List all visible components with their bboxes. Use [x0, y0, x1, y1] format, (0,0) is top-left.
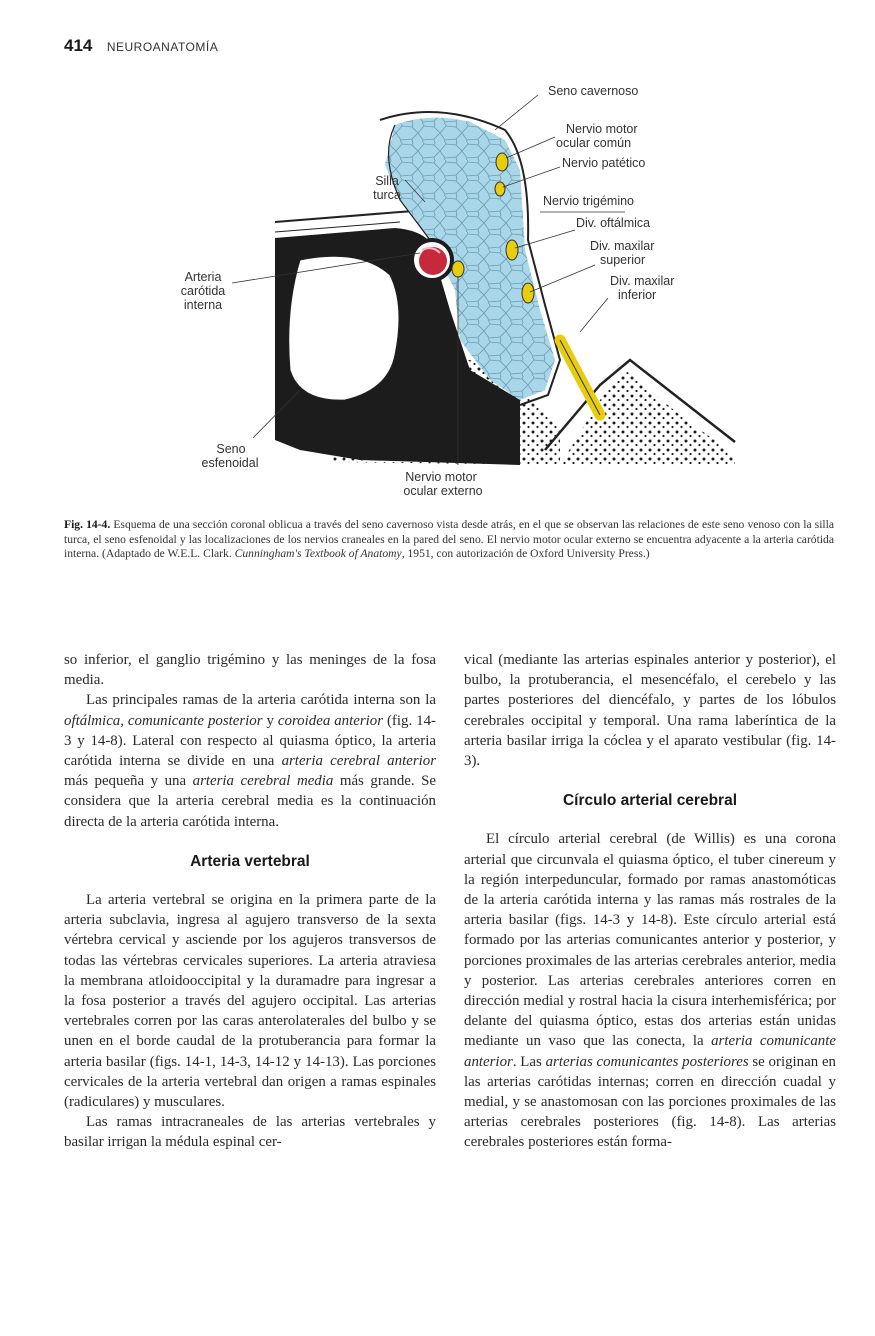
label-motor-ocular-comun-2: ocular común — [556, 136, 632, 150]
label-carotida-2: carótida — [180, 284, 226, 298]
label-seno-cavernoso: Seno cavernoso — [548, 84, 639, 98]
label-seno-esf-2: esfenoidal — [201, 456, 259, 470]
figure-cavernous-sinus — [0, 70, 875, 520]
maxillary-division — [522, 283, 534, 303]
label-motor-ocular-comun-1: Nervio motor — [566, 122, 638, 136]
label-div-maxilar-sup-2: superior — [600, 253, 646, 267]
running-head: NEUROANATOMÍA — [106, 40, 219, 54]
caption-label: Fig. 14-4. — [64, 518, 111, 531]
paragraph: Las ramas intracraneales de las arterias vertebrales y basilar irrigan la médula espinal cer- — [64, 1114, 436, 1151]
label-carotida-3: interna — [183, 298, 223, 312]
label-trigemino: Nervio trigémino — [543, 194, 635, 208]
label-silla-1: Silla — [375, 174, 399, 188]
paragraph: Las principales ramas de la arteria carótida interna son la oftálmica, comunicante posterior y coroidea anterior (fig. 14-3 y 14-8). Lateral con respecto al quiasma óptico, la arteria carótida interna se divide en una arteria cerebral anterior más pequeña y una arteria cerebral media más grande. Se considera que la arteria cerebral media es la continuación directa de la arteria carótida interna. — [64, 692, 437, 830]
label-carotida-1: Arteria — [184, 270, 222, 284]
label-seno-esf-1: Seno — [216, 442, 246, 456]
caption-text-2: , 1951, con autorización de Oxford University Press.) — [401, 547, 650, 560]
left-column — [64, 650, 436, 1153]
trochlear-nerve — [495, 182, 505, 196]
section-heading-circulo-arterial: Círculo arterial cerebral — [562, 792, 738, 810]
paragraph: vical (mediante las arterias espinales anterior y posterior), el bulbo, la protuberancia, el mesencéfalo, el cerebelo y las partes posteriores del diencéfalo, y partes de los lóbulos cerebrales occipital y temporal. Una rama laberíntica de la arteria basilar irriga la cóclea y el aparato vestibular (fig. 14-3). — [464, 652, 836, 770]
label-motor-ocular-ext-1: Nervio motor — [405, 470, 477, 484]
dura-line — [275, 210, 430, 222]
ophthalmic-division — [506, 240, 518, 260]
label-motor-ocular-ext-2: ocular externo — [403, 484, 483, 498]
paragraph: El círculo arterial cerebral (de Willis) es una corona arterial que circunvala el quiasma óptico, el tuber cinereum y la región interpeduncular, formado por ramas anastomóticas de la arteria carótida interna y las ramas más rostrales de la arteria basilar (figs. 14-3 y 14-8). Este círculo arterial está formado por las arterias comunicantes anterior y posterior, y porciones proximales de las arterias cerebrales anterior, media y posterior. Las arterias cerebrales anteriores corren en dirección medial y rostral hacia la cisura interhemisférica; por delante del quiasma óptico, estas dos arterias están unidas mediante un vaso que las conecta, la arteria comunicante anterior. Las arterias comunicantes posteriores se originan en las arterias carótidas internas; corren en dirección cuadal y medial, y se anastomosan con las porciones proximales de las arterias cerebrales posteriores (fig. 14-8). Las arterias cerebrales posteriores están forma- — [464, 831, 837, 1151]
caption-text-1: Esquema de una sección coronal oblicua a través del seno cavernoso vista desde atrás, en el que se observan las relaciones de este seno venoso con la silla turca, el seno esfenoidal y las localizaciones de los nervios craneales en la pared del seno. El nervio motor ocular externo se encuentra adyacente a la arteria carótida interna. (Adaptado de W.E.L. Clark. — [64, 518, 835, 560]
label-patetico: Nervio patético — [562, 156, 646, 170]
figure-caption — [64, 518, 834, 562]
section-heading-arteria-vertebral: Arteria vertebral — [190, 852, 310, 870]
caption-book-title: Cunningham's Textbook of Anatomy — [234, 547, 402, 560]
label-silla-2: turca — [373, 188, 401, 202]
sphenoid-sinus — [289, 256, 399, 400]
label-div-oftalmica: Div. oftálmica — [576, 216, 651, 230]
label-div-maxilar-inf-1: Div. maxilar — [610, 274, 675, 288]
oculomotor-nerve — [496, 153, 508, 171]
cavernous-sinus-diagram — [0, 70, 875, 520]
abducens-nerve — [452, 261, 464, 277]
paragraph: so inferior, el ganglio trigémino y las meninges de la fosa media. — [64, 652, 436, 689]
label-div-maxilar-inf-2: inferior — [618, 288, 657, 302]
page-number: 414 — [64, 36, 93, 55]
page-header — [64, 36, 218, 56]
label-div-maxilar-sup-1: Div. maxilar — [590, 239, 655, 253]
right-column — [464, 650, 836, 1153]
paragraph: La arteria vertebral se origina en la primera parte de la arteria subclavia, ingresa al agujero transverso de la sexta vértebra cervical y asciende por los agujeros transversos de todas las vértebras cervicales superiores. La arteria atraviesa la membrana atloidooccipital y la duramadre para ingresar a la fosa posterior a través del agujero occipital. Las arterias vertebrales corren por las caras anterolaterales del bulbo y se unen en el borde caudal de la protuberancia para formar la arteria basilar (figs. 14-1, 14-3, 14-12 y 14-13). Las porciones cervicales de la arteria vertebral dan origen a ramas espinales (radiculares) y musculares. — [64, 892, 436, 1111]
